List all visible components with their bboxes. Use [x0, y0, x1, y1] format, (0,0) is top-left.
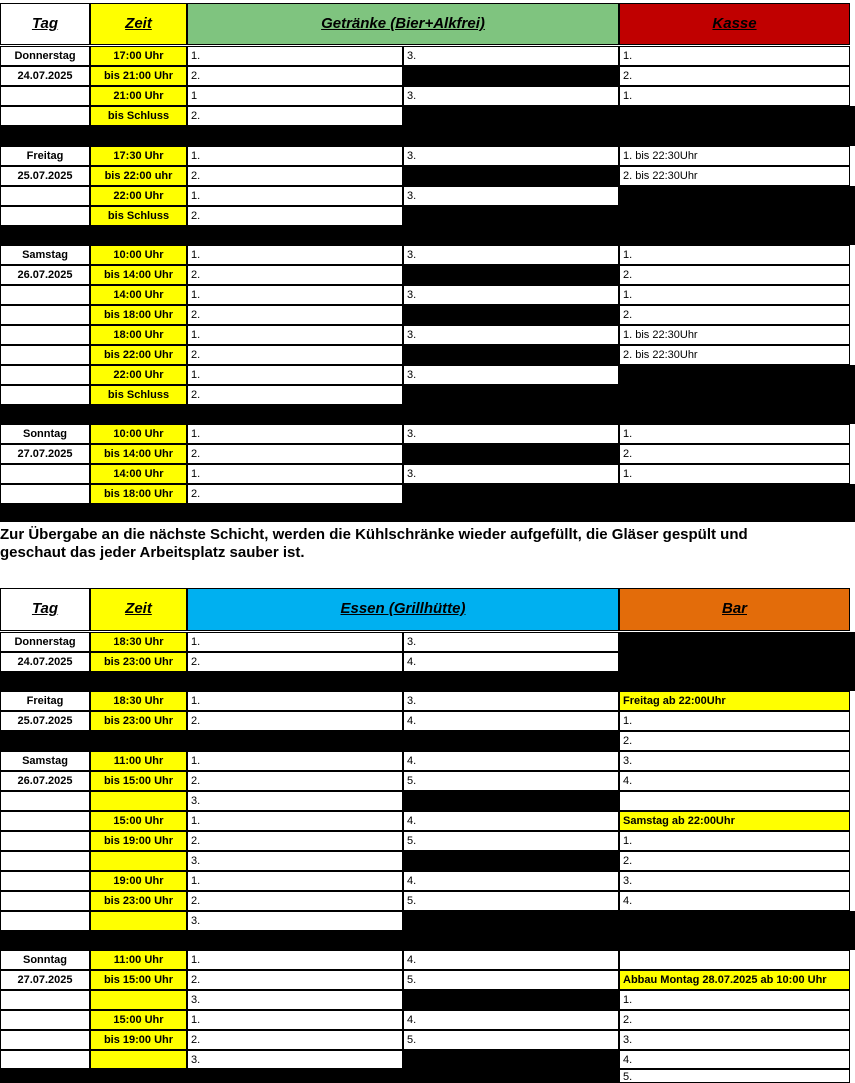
slot-cell[interactable]: 1.: [187, 691, 403, 711]
blocked-cell: [403, 444, 619, 464]
empty-cell: [0, 325, 90, 345]
empty-cell: [0, 86, 90, 106]
shift-start: 22:00 Uhr: [90, 365, 187, 385]
day-label: Sonntag: [0, 950, 90, 970]
day-label: Freitag: [0, 691, 90, 711]
blocked-cell: [403, 305, 619, 325]
date-label: 26.07.2025: [0, 771, 90, 791]
slot-cell[interactable]: 3.: [619, 871, 850, 891]
empty-cell: [0, 1010, 90, 1030]
empty-time-cell: [90, 851, 187, 871]
header-bar: Bar: [619, 588, 850, 631]
shift-start: 11:00 Uhr: [90, 950, 187, 970]
blocked-cell: [403, 385, 855, 405]
slot-cell[interactable]: 4.: [403, 751, 619, 771]
day-separator: [0, 226, 855, 245]
slot-cell[interactable]: 4.: [403, 950, 619, 970]
header-tag: Tag: [0, 3, 90, 45]
empty-cell: [0, 791, 90, 811]
slot-cell[interactable]: 3.: [187, 990, 403, 1010]
blocked-cell: [403, 66, 619, 86]
shift-start: 14:00 Uhr: [90, 464, 187, 484]
bar-title-freitag: Freitag ab 22:00Uhr: [619, 691, 850, 711]
header-zeit: Zeit: [90, 588, 187, 631]
blocked-cell: [403, 911, 855, 931]
shift-start: 19:00 Uhr: [90, 871, 187, 891]
slot-cell[interactable]: 2.: [187, 970, 403, 990]
shift-start: 10:00 Uhr: [90, 424, 187, 444]
slot-cell[interactable]: 2.: [619, 1010, 850, 1030]
slot-cell[interactable]: 2.: [187, 345, 403, 365]
slot-cell[interactable]: 3.: [619, 1030, 850, 1050]
shift-start: 10:00 Uhr: [90, 245, 187, 265]
shift-start: 15:00 Uhr: [90, 811, 187, 831]
slot-cell[interactable]: 2.: [187, 771, 403, 791]
slot-cell[interactable]: 2.: [187, 831, 403, 851]
empty-time-cell: [90, 791, 187, 811]
slot-cell[interactable]: 2.: [187, 444, 403, 464]
header-zeit: Zeit: [90, 3, 187, 45]
blocked-cell: [403, 166, 619, 186]
shift-start: 18:00 Uhr: [90, 325, 187, 345]
handover-note: [0, 526, 855, 562]
shift-end: bis 18:00 Uhr: [90, 484, 187, 504]
note-line-2: geschaut das jeder Arbeitsplatz sauber ist.: [0, 544, 305, 561]
empty-cell: [0, 345, 90, 365]
slot-cell[interactable]: 2.: [187, 385, 403, 405]
slot-cell[interactable]: 1.: [187, 365, 403, 385]
day-separator: [0, 504, 855, 522]
empty-cell: [0, 871, 90, 891]
slot-cell[interactable]: 4.: [403, 1010, 619, 1030]
shift-end: bis 15:00 Uhr: [90, 771, 187, 791]
slot-cell[interactable]: 2. bis 22:30Uhr: [619, 345, 850, 365]
empty-cell: [0, 365, 90, 385]
shift-start: 14:00 Uhr: [90, 285, 187, 305]
empty-cell: [0, 831, 90, 851]
shift-end: bis 19:00 Uhr: [90, 831, 187, 851]
day-separator: [0, 731, 619, 751]
slot-cell[interactable]: 3.: [403, 691, 619, 711]
blocked-cell: [619, 365, 855, 385]
slot-cell[interactable]: 2.: [187, 891, 403, 911]
slot-cell[interactable]: 1.: [187, 811, 403, 831]
blocked-cell: [403, 265, 619, 285]
slot-cell[interactable]: 1.: [619, 464, 850, 484]
shift-end: bis Schluss: [90, 106, 187, 126]
slot-cell[interactable]: 1.: [187, 245, 403, 265]
shift-start: 18:30 Uhr: [90, 691, 187, 711]
slot-cell[interactable]: 1.: [619, 46, 850, 66]
slot-cell[interactable]: 1.: [187, 871, 403, 891]
shift-end: bis 22:00 Uhr: [90, 345, 187, 365]
empty-cell: [0, 186, 90, 206]
slot-cell[interactable]: 3.: [187, 911, 403, 931]
blocked-cell: [403, 345, 619, 365]
slot-cell[interactable]: 4.: [619, 891, 850, 911]
slot-cell[interactable]: 2.: [619, 851, 850, 871]
header-tag: Tag: [0, 588, 90, 631]
slot-cell[interactable]: 1.: [187, 46, 403, 66]
slot-cell[interactable]: 2.: [187, 265, 403, 285]
slot-cell[interactable]: 2. bis 22:30Uhr: [619, 166, 850, 186]
empty-cell: [0, 285, 90, 305]
empty-cell: [0, 990, 90, 1010]
empty-cell: [0, 464, 90, 484]
bar-title-abbau: Abbau Montag 28.07.2025 ab 10:00 Uhr: [619, 970, 850, 990]
slot-cell[interactable]: 1. bis 22:30Uhr: [619, 146, 850, 166]
slot-cell[interactable]: 1.: [619, 285, 850, 305]
slot-cell[interactable]: 1.: [187, 146, 403, 166]
empty-cell: [619, 950, 850, 970]
shift-end: bis Schluss: [90, 385, 187, 405]
date-label: 27.07.2025: [0, 970, 90, 990]
slot-cell[interactable]: 1. bis 22:30Uhr: [619, 325, 850, 345]
shift-end: bis 15:00 Uhr: [90, 970, 187, 990]
slot-cell[interactable]: 2.: [619, 444, 850, 464]
slot-cell[interactable]: 3.: [403, 424, 619, 444]
slot-cell[interactable]: 3.: [403, 632, 619, 652]
empty-cell: [0, 1050, 90, 1069]
slot-cell[interactable]: 1.: [187, 632, 403, 652]
slot-cell[interactable]: 3.: [403, 186, 619, 206]
empty-time-cell: [90, 1050, 187, 1069]
slot-cell[interactable]: 1.: [187, 325, 403, 345]
shift-start: 15:00 Uhr: [90, 1010, 187, 1030]
slot-cell[interactable]: 4.: [619, 771, 850, 791]
blocked-cell: [403, 990, 619, 1010]
slot-cell[interactable]: 3.: [187, 791, 403, 811]
day-separator: [0, 931, 855, 950]
slot-cell[interactable]: 1.: [619, 831, 850, 851]
shift-end: bis 21:00 Uhr: [90, 66, 187, 86]
shift-start: 11:00 Uhr: [90, 751, 187, 771]
slot-cell[interactable]: 5.: [403, 891, 619, 911]
slot-cell[interactable]: 2.: [187, 305, 403, 325]
shift-end: bis 14:00 Uhr: [90, 444, 187, 464]
shift-end: bis 19:00 Uhr: [90, 1030, 187, 1050]
slot-cell[interactable]: 3.: [403, 46, 619, 66]
header-kasse: Kasse: [619, 3, 850, 45]
blocked-cell: [619, 632, 855, 672]
day-label: Samstag: [0, 245, 90, 265]
blocked-cell: [403, 106, 855, 126]
blocked-cell: [619, 186, 855, 206]
slot-cell[interactable]: 4.: [403, 711, 619, 731]
slot-cell[interactable]: 5.: [403, 771, 619, 791]
day-separator: [0, 1069, 619, 1083]
shift-end: bis 18:00 Uhr: [90, 305, 187, 325]
shift-end: bis Schluss: [90, 206, 187, 226]
slot-cell[interactable]: 2.: [187, 106, 403, 126]
slot-cell[interactable]: 4.: [403, 652, 619, 672]
empty-cell: [0, 206, 90, 226]
slot-cell[interactable]: 1.: [187, 285, 403, 305]
empty-cell: [0, 911, 90, 931]
blocked-cell: [403, 1050, 619, 1069]
slot-cell[interactable]: 1.: [187, 464, 403, 484]
shift-end: bis 14:00 Uhr: [90, 265, 187, 285]
shift-start: 17:00 Uhr: [90, 46, 187, 66]
slot-cell[interactable]: 1.: [187, 424, 403, 444]
empty-cell: [619, 791, 850, 811]
slot-cell[interactable]: 2.: [187, 484, 403, 504]
day-label: Freitag: [0, 146, 90, 166]
empty-time-cell: [90, 911, 187, 931]
slot-cell[interactable]: 1.: [187, 751, 403, 771]
empty-cell: [0, 891, 90, 911]
slot-cell[interactable]: 5.: [403, 970, 619, 990]
slot-cell[interactable]: 1.: [619, 424, 850, 444]
day-label: Donnerstag: [0, 46, 90, 66]
slot-cell[interactable]: 2.: [619, 305, 850, 325]
slot-cell[interactable]: 5.: [403, 1030, 619, 1050]
slot-cell[interactable]: 4.: [403, 871, 619, 891]
empty-cell: [0, 106, 90, 126]
shift-start: 21:00 Uhr: [90, 86, 187, 106]
slot-cell[interactable]: 2.: [187, 711, 403, 731]
slot-cell[interactable]: 4.: [403, 811, 619, 831]
shift-end: bis 23:00 Uhr: [90, 711, 187, 731]
date-label: 25.07.2025: [0, 166, 90, 186]
date-label: 27.07.2025: [0, 444, 90, 464]
slot-cell[interactable]: 2.: [619, 66, 850, 86]
blocked-cell: [403, 206, 855, 226]
slot-cell[interactable]: 5.: [403, 831, 619, 851]
slot-cell[interactable]: 1.: [619, 990, 850, 1010]
empty-cell: [0, 305, 90, 325]
date-label: 26.07.2025: [0, 265, 90, 285]
empty-cell: [0, 1030, 90, 1050]
slot-cell[interactable]: 3.: [403, 245, 619, 265]
empty-cell: [0, 811, 90, 831]
shift-end: bis 22:00 uhr: [90, 166, 187, 186]
day-label: Donnerstag: [0, 632, 90, 652]
shift-end: bis 23:00 Uhr: [90, 891, 187, 911]
day-separator: [0, 405, 855, 424]
day-separator: [0, 672, 855, 691]
slot-cell[interactable]: 1.: [619, 711, 850, 731]
slot-cell[interactable]: 3.: [187, 851, 403, 871]
slot-cell[interactable]: 1.: [187, 1010, 403, 1030]
empty-time-cell: [90, 990, 187, 1010]
slot-cell[interactable]: 3.: [403, 285, 619, 305]
slot-cell[interactable]: 2.: [619, 265, 850, 285]
shift-start: 18:30 Uhr: [90, 632, 187, 652]
slot-cell[interactable]: 2.: [187, 652, 403, 672]
bar-title-samstag: Samstag ab 22:00Uhr: [619, 811, 850, 831]
shift-start: 22:00 Uhr: [90, 186, 187, 206]
empty-cell: [0, 385, 90, 405]
slot-cell[interactable]: 2.: [187, 206, 403, 226]
blocked-cell: [403, 484, 855, 504]
slot-cell[interactable]: 1: [187, 86, 403, 106]
slot-cell[interactable]: 3.: [403, 464, 619, 484]
note-line-1: Zur Übergabe an die nächste Schicht, werden die Kühlschränke wieder aufgefüllt, die Gläser gespült und: [0, 526, 748, 543]
empty-cell: [0, 484, 90, 504]
day-label: Sonntag: [0, 424, 90, 444]
slot-cell[interactable]: 5.: [619, 1069, 850, 1083]
day-separator: [0, 126, 855, 146]
slot-cell[interactable]: 1.: [187, 186, 403, 206]
slot-cell[interactable]: 3.: [403, 146, 619, 166]
day-label: Samstag: [0, 751, 90, 771]
slot-cell[interactable]: 1.: [619, 245, 850, 265]
date-label: 24.07.2025: [0, 66, 90, 86]
slot-cell[interactable]: 4.: [619, 1050, 850, 1069]
slot-cell[interactable]: 2.: [187, 1030, 403, 1050]
shift-end: bis 23:00 Uhr: [90, 652, 187, 672]
slot-cell[interactable]: 1.: [619, 86, 850, 106]
blocked-cell: [403, 791, 619, 811]
empty-cell: [0, 851, 90, 871]
date-label: 24.07.2025: [0, 652, 90, 672]
slot-cell[interactable]: 1.: [187, 950, 403, 970]
blocked-cell: [403, 851, 619, 871]
slot-cell[interactable]: 3.: [619, 751, 850, 771]
slot-cell[interactable]: 3.: [403, 365, 619, 385]
slot-cell[interactable]: 2.: [187, 166, 403, 186]
date-label: 25.07.2025: [0, 711, 90, 731]
slot-cell[interactable]: 3.: [187, 1050, 403, 1069]
header-essen: Essen (Grillhütte): [187, 588, 619, 631]
slot-cell[interactable]: 3.: [403, 86, 619, 106]
shift-start: 17:30 Uhr: [90, 146, 187, 166]
slot-cell[interactable]: 2.: [187, 66, 403, 86]
header-getraenke: Getränke (Bier+Alkfrei): [187, 3, 619, 45]
slot-cell[interactable]: 2.: [619, 731, 850, 751]
slot-cell[interactable]: 3.: [403, 325, 619, 345]
